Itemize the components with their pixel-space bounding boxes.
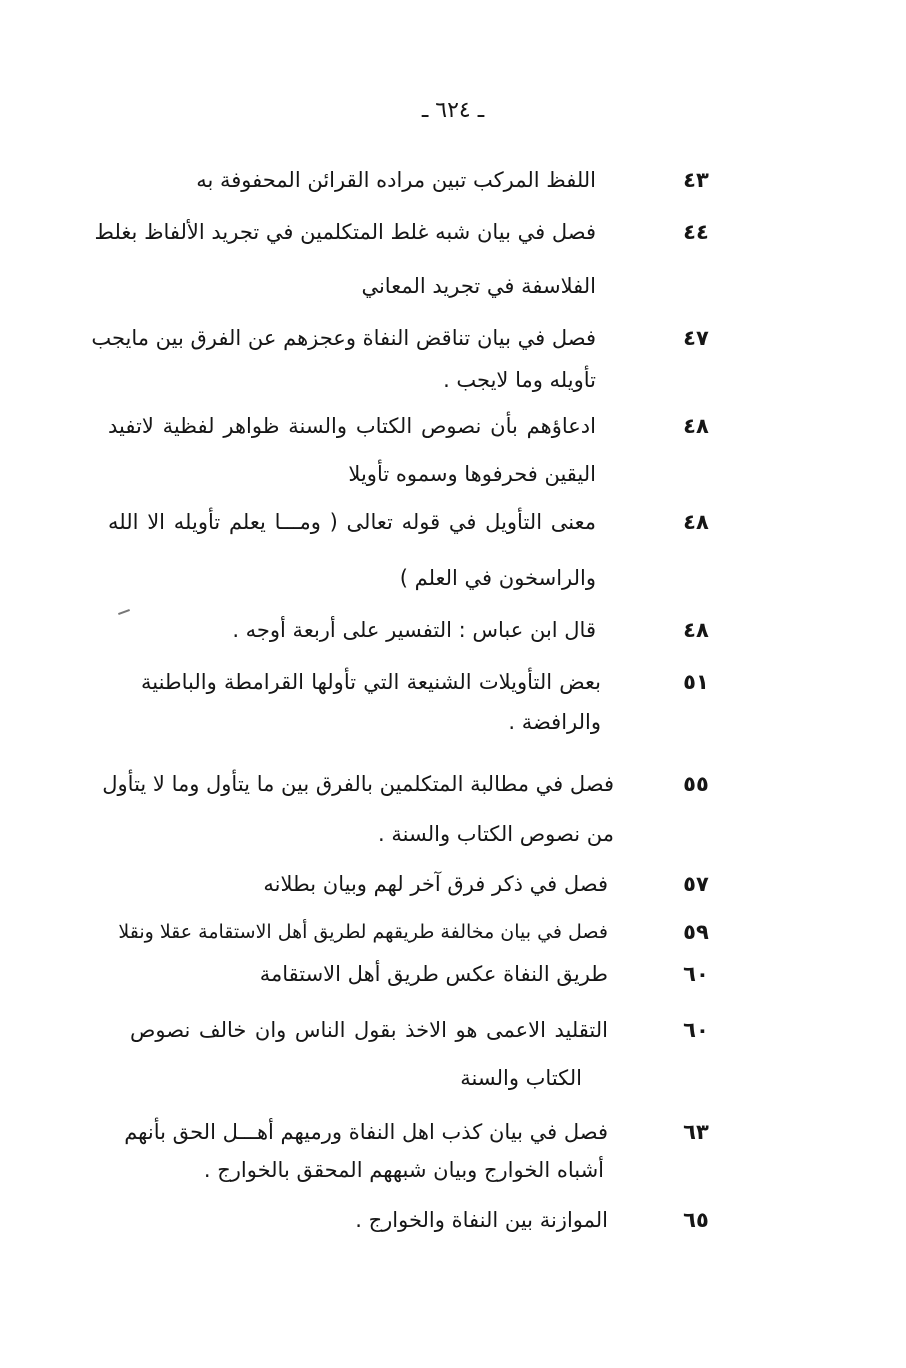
entry-text [91,320,596,398]
entry-line: اليقين فحرفوها وسموه تأويلا [348,462,596,486]
entry-line: تأويله وما لايجب . [443,368,596,392]
entry-page-ref: ٦٥ [683,1208,709,1232]
entry-line: قال ابن عباس : التفسير على أربعة أوجه . [232,618,596,642]
entry-text [141,664,601,740]
entry-page-ref: ٤٤ [683,220,709,244]
entry-line: فصل في بيان شبه غلط المتكلمين في تجريد الألفاظ بغلط [94,220,596,244]
entry-page-ref: ٤٨ [683,414,709,438]
entry-line: الفلاسفة في تجريد المعاني [361,274,596,298]
entry-page-ref: ٥١ [683,670,709,694]
entry-page-ref: ٥٥ [683,772,709,796]
entry-text [102,766,614,852]
entry-line: فصل في ذكر فرق آخر لهم وبيان بطلانه [263,872,608,896]
entry-page-ref: ٤٣ [683,168,709,192]
entry-line: الكتاب والسنة [460,1066,582,1090]
entry-line: بعض التأويلات الشنيعة التي تأولها القرامطة والباطنية [141,670,601,694]
entry-line: ادعاؤهم بأن نصوص الكتاب والسنة ظواهر لفظية لاتفيد [108,414,596,438]
entry-text [108,1202,608,1238]
entry-page-ref: ٤٨ [683,618,709,642]
entry-line: اللفظ المركب تبين مراده القرائن المحفوفة به [196,168,596,192]
entry-text [108,504,596,596]
entry-line: طريق النفاة عكس طريق أهل الاستقامة [259,962,608,986]
entry-line: والراسخون في العلم ) [399,566,596,590]
entry-text [98,914,608,950]
entry-page-ref: ٤٧ [683,326,709,350]
entry-line: والرافضة . [508,710,601,734]
page-number: ـ ٦٢٤ ـ [421,98,485,123]
entry-page-ref: ٦٣ [683,1120,709,1144]
entry-text [130,1012,608,1096]
entry-text [124,1114,608,1188]
entry-text [108,866,608,902]
entry-line: فصل في بيان تناقض النفاة وعجزهم عن الفرق بين مايجب [91,326,596,350]
entry-text [108,956,608,992]
entry-text [108,408,596,492]
entry-line: معنى التأويل في قوله تعالى ( ومـــا يعلم تأويله الا الله [108,510,596,534]
entry-line: فصل في بيان مخالفة طريقهم لطريق أهل الاستقامة عقلا ونقلا [118,921,608,943]
entry-text [94,214,596,304]
entry-page-ref: ٤٨ [683,510,709,534]
entry-line: الموازنة بين النفاة والخوارج . [355,1208,608,1232]
entry-line: أشباه الخوارج وبيان شبههم المحقق بالخوارج . [203,1158,604,1182]
entry-page-ref: ٥٧ [683,872,709,896]
entry-page-ref: ٥٩ [683,920,709,944]
entry-text [96,612,596,648]
entry-line: فصل في مطالبة المتكلمين بالفرق بين ما يتأول وما لا يتأول [102,772,614,796]
entry-line: فصل في بيان كذب اهل النفاة ورميهم أهـــل الحق بأنهم [124,1120,608,1144]
entry-text [96,162,596,198]
entry-page-ref: ٦٠ [683,962,709,986]
entry-line: من نصوص الكتاب والسنة . [378,822,614,846]
entry-page-ref: ٦٠ [683,1018,709,1042]
entry-line: التقليد الاعمى هو الاخذ بقول الناس وان خالف نصوص [130,1018,608,1042]
